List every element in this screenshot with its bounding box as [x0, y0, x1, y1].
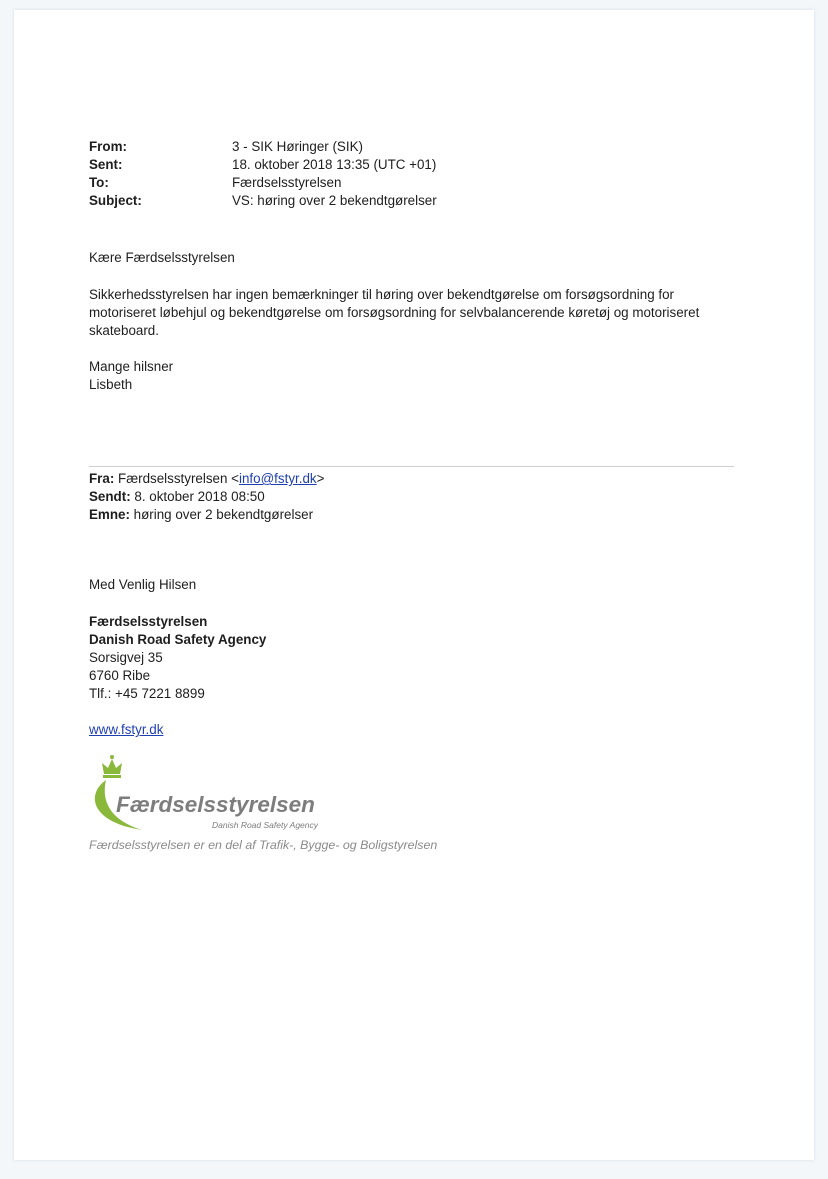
website-link[interactable]: www.fstyr.dk: [89, 722, 164, 737]
subject-value: VS: høring over 2 bekendtgørelser: [232, 193, 437, 208]
org-name: Færdselsstyrelsen: [89, 614, 208, 629]
fra-close-bracket: >: [316, 471, 325, 486]
signature-name: Lisbeth: [89, 377, 133, 392]
forwarded-from-line: [89, 470, 739, 488]
from-label: From:: [89, 139, 127, 154]
crown-shape: [102, 759, 122, 774]
faerdselsstyrelsen-logo: [84, 750, 344, 836]
subject-label: Subject:: [89, 193, 142, 208]
emne-label: Emne:: [89, 507, 130, 522]
logo-wordmark: Færdselsstyrelsen: [116, 792, 315, 817]
emne-value: høring over 2 bekendtgørelser: [133, 507, 314, 522]
document-page: [14, 10, 814, 1160]
fra-label: Fra:: [89, 471, 115, 486]
to-value: Færdselsstyrelsen: [232, 175, 342, 190]
fra-email-link[interactable]: info@fstyr.dk: [239, 471, 317, 486]
greeting: Kære Færdselsstyrelsen: [89, 250, 235, 265]
from-value: 3 - SIK Høringer (SIK): [232, 139, 363, 154]
divider: [89, 466, 734, 467]
sendt-label: Sendt:: [89, 489, 131, 504]
forwarded-sent-line: [89, 488, 739, 506]
street-address: Sorsigvej 35: [89, 650, 163, 665]
sendt-value: 8. oktober 2018 08:50: [134, 489, 265, 504]
sent-label: Sent:: [89, 157, 123, 172]
to-label: To:: [89, 175, 109, 190]
org-name-en: Danish Road Safety Agency: [89, 632, 267, 647]
website-line: [89, 721, 739, 739]
sent-value: 18. oktober 2018 13:35 (UTC +01): [232, 157, 437, 172]
city-address: 6760 Ribe: [89, 668, 151, 683]
footer-note: Færdselsstyrelsen er en del af Trafik-, Bygge- og Boligstyrelsen: [89, 838, 438, 852]
fra-name: Færdselsstyrelsen: [118, 471, 228, 486]
crown-icon: [102, 755, 122, 778]
crown-base: [103, 775, 121, 778]
logo-tagline: Danish Road Safety Agency: [212, 820, 318, 830]
forwarded-subject-line: [89, 506, 739, 524]
closing: Mange hilsner: [89, 359, 174, 374]
fra-open-bracket: <: [231, 471, 239, 486]
sender-greeting: Med Venlig Hilsen: [89, 577, 197, 592]
phone-number: Tlf.: +45 7221 8899: [89, 686, 205, 701]
body-paragraph: Sikkerhedsstyrelsen har ingen bemærkninger til høring over bekendtgørelse om forsøgsordning for motoriseret løbehjul og bekendtgørelse om forsøgsordning for selvbalancerende køretøj og motoriseret skateboard.: [89, 287, 700, 338]
crown-jewel: [110, 755, 114, 759]
